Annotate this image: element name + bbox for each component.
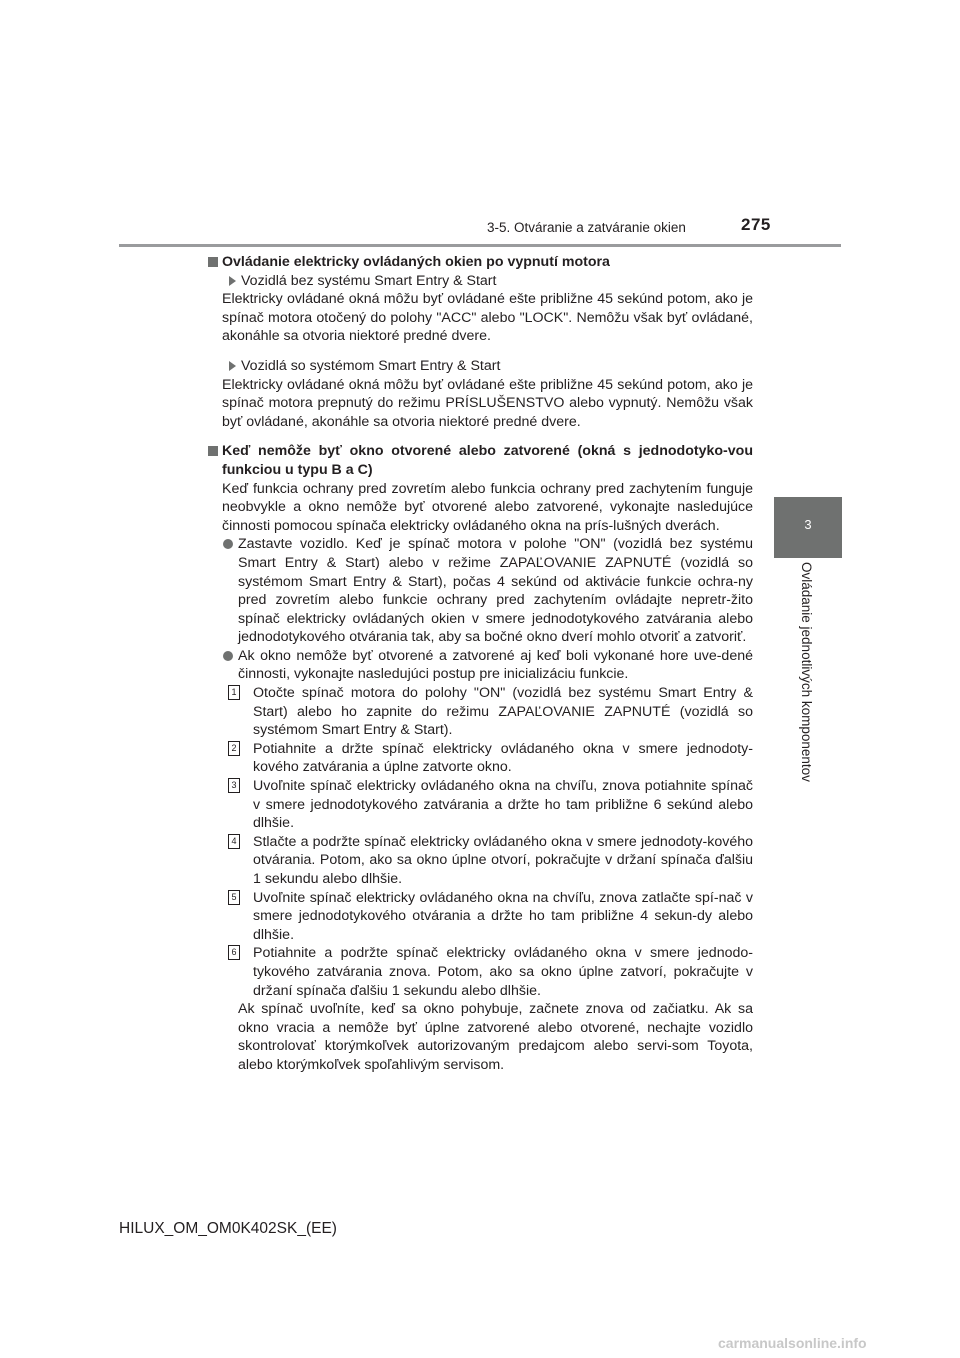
round-bullet-icon [223,539,233,549]
square-bullet-icon [208,446,218,456]
step-item [208,684,753,740]
step-number-box: 6 [228,945,240,960]
chapter-number: 3 [804,517,812,532]
step-text: Uvoľnite spínač elektricky ovládaného okna na chvíľu, znova zatlačte spí-nač v smere jednodotykového otvárania a držte ho tam približne 4 sekun-dy alebo dlhšie. [253,889,753,943]
round-bullet-icon [223,651,233,661]
step-number-box: 3 [228,778,240,793]
subheading-text: Vozidlá so systémom Smart Entry & Start [241,357,501,374]
section-heading-window-cannot-open-close [208,442,753,479]
step-number-box: 5 [228,890,240,905]
header-rule [119,244,841,247]
step-text: Otočte spínač motora do polohy "ON" (vozidlá bez systému Smart Entry & Start) alebo ho zapnite do režimu ZAPAĽOVANIE ZAPNUTÉ (vozidlá so systémom Smart Entry & Start). [253,685,753,739]
page-number: 275 [741,215,771,234]
chapter-tab [774,497,842,558]
subheading-with-smart-entry [208,357,753,376]
step-number-box: 2 [228,741,240,756]
step-item [208,740,753,777]
heading-text: Keď nemôže byť okno otvorené alebo zatvorené (okná s jednodotyko-vou funkciou u typu B a C) [222,443,753,478]
triangle-bullet-icon [229,361,236,371]
list-item-text: Ak okno nemôže byť otvorené a zatvorené aj keď boli vykonané hore uve-dené činnosti, vykonajte nasledujúci postup pre inicializáciu funkcie. [238,647,753,683]
list-item [208,647,753,684]
step-item [208,833,753,889]
square-bullet-icon [208,257,218,267]
step-text: Stlačte a podržte spínač elektricky ovládaného okna v smere jednodoty-kového otvárania. Potom, ako sa okno úplne otvorí, pokračujte v držaní spínača ďalšiu 1 sekundu alebo dlhšie. [253,833,753,887]
step-number-box: 1 [228,685,240,700]
subheading-text: Vozidlá bez systému Smart Entry & Start [241,272,497,289]
list-item-text: Zastavte vozidlo. Keď je spínač motora v polohe "ON" (vozidlá bez systému Smart Entry & Start) alebo v režime ZAPAĽOVANIE ZAPNUTÉ (vozidlá so systémom Smart Entry & Start), počas 4 sekúnd od aktivácie funkcie ochra-ny pred zovretím alebo funkcie ochrany pred zachytením ovládajte nepretr-žito spínač elektricky ovládaných okien v smere jednodotykového zatvárania alebo jednodotykového otvárania tak, aby sa bočné okno dverí mohlo otvoriť a zatvoriť. [238,536,753,646]
chapter-side-label: Ovládanie jednotlivých komponentov [799,562,814,782]
step-text: Potiahnite a držte spínač elektricky ovládaného okna v smere jednodoty-kového zatvárania a úplne zatvorte okno. [253,740,753,776]
page-content [208,253,753,1075]
heading-text: Ovládanie elektricky ovládaných okien po vypnutí motora [222,254,610,270]
footer-document-code: HILUX_OM_OM0K402SK_(EE) [119,1220,337,1237]
step-text: Potiahnite a podržte spínač elektricky ovládaného okna v smere jednodo-tykového zatvárania znova. Potom, ako sa okno úplne zatvorí, pokračujte v držaní spínača ďalšiu 1 sekundu alebo dlhšie. [253,945,753,999]
step-item [208,777,753,833]
watermark: carmanualsonline.info [718,1335,867,1351]
paragraph: Keď funkcia ochrany pred zovretím alebo funkcia ochrany pred zachytením funguje neobvykle a okno nemôže byť otvorené alebo zatvorené, vykonajte nasledujúce činnosti pomocou spínača elektricky ovládaného okna na prís-lušných dverách. [222,480,753,534]
list-item [208,535,753,647]
paragraph: Elektricky ovládané okná môžu byť ovládané ešte približne 45 sekúnd potom, ako je spínač motora prepnutý do režimu PRÍSLUŠENSTVO alebo vypnutý. Nemôžu však byť ovládané, akonáhle sa otvoria niektoré predné dvere. [222,376,753,430]
section-heading-power-windows-after-engine-off [208,253,753,272]
step-item [208,944,753,1000]
closing-note: Ak spínač uvoľníte, keď sa okno pohybuje, začnete znova od začiatku. Ak sa okno vracia a nemôže byť úplne zatvorené alebo otvorené, nechajte vozidlo skontrolovať ktorýmkoľvek autorizovaným predajcom alebo servi-som Toyota, alebo ktorýmkoľvek spoľahlivým servisom. [238,1001,753,1073]
step-item [208,889,753,945]
header-section-title: 3-5. Otváranie a zatváranie okien [487,220,686,235]
paragraph: Elektricky ovládané okná môžu byť ovládané ešte približne 45 sekúnd potom, ako je spínač motora otočený do polohy "ACC" alebo "LOCK". Nemôžu však byť ovládané, akonáhle sa otvoria niektoré predné dvere. [222,291,753,345]
step-text: Uvoľnite spínač elektricky ovládaného okna na chvíľu, znova potiahnite spínač v smere jednodotykového zatvárania a držte ho tam približne 6 sekúnd alebo dlhšie. [253,778,753,832]
triangle-bullet-icon [229,276,236,286]
subheading-without-smart-entry [208,272,753,291]
step-number-box: 4 [228,834,240,849]
